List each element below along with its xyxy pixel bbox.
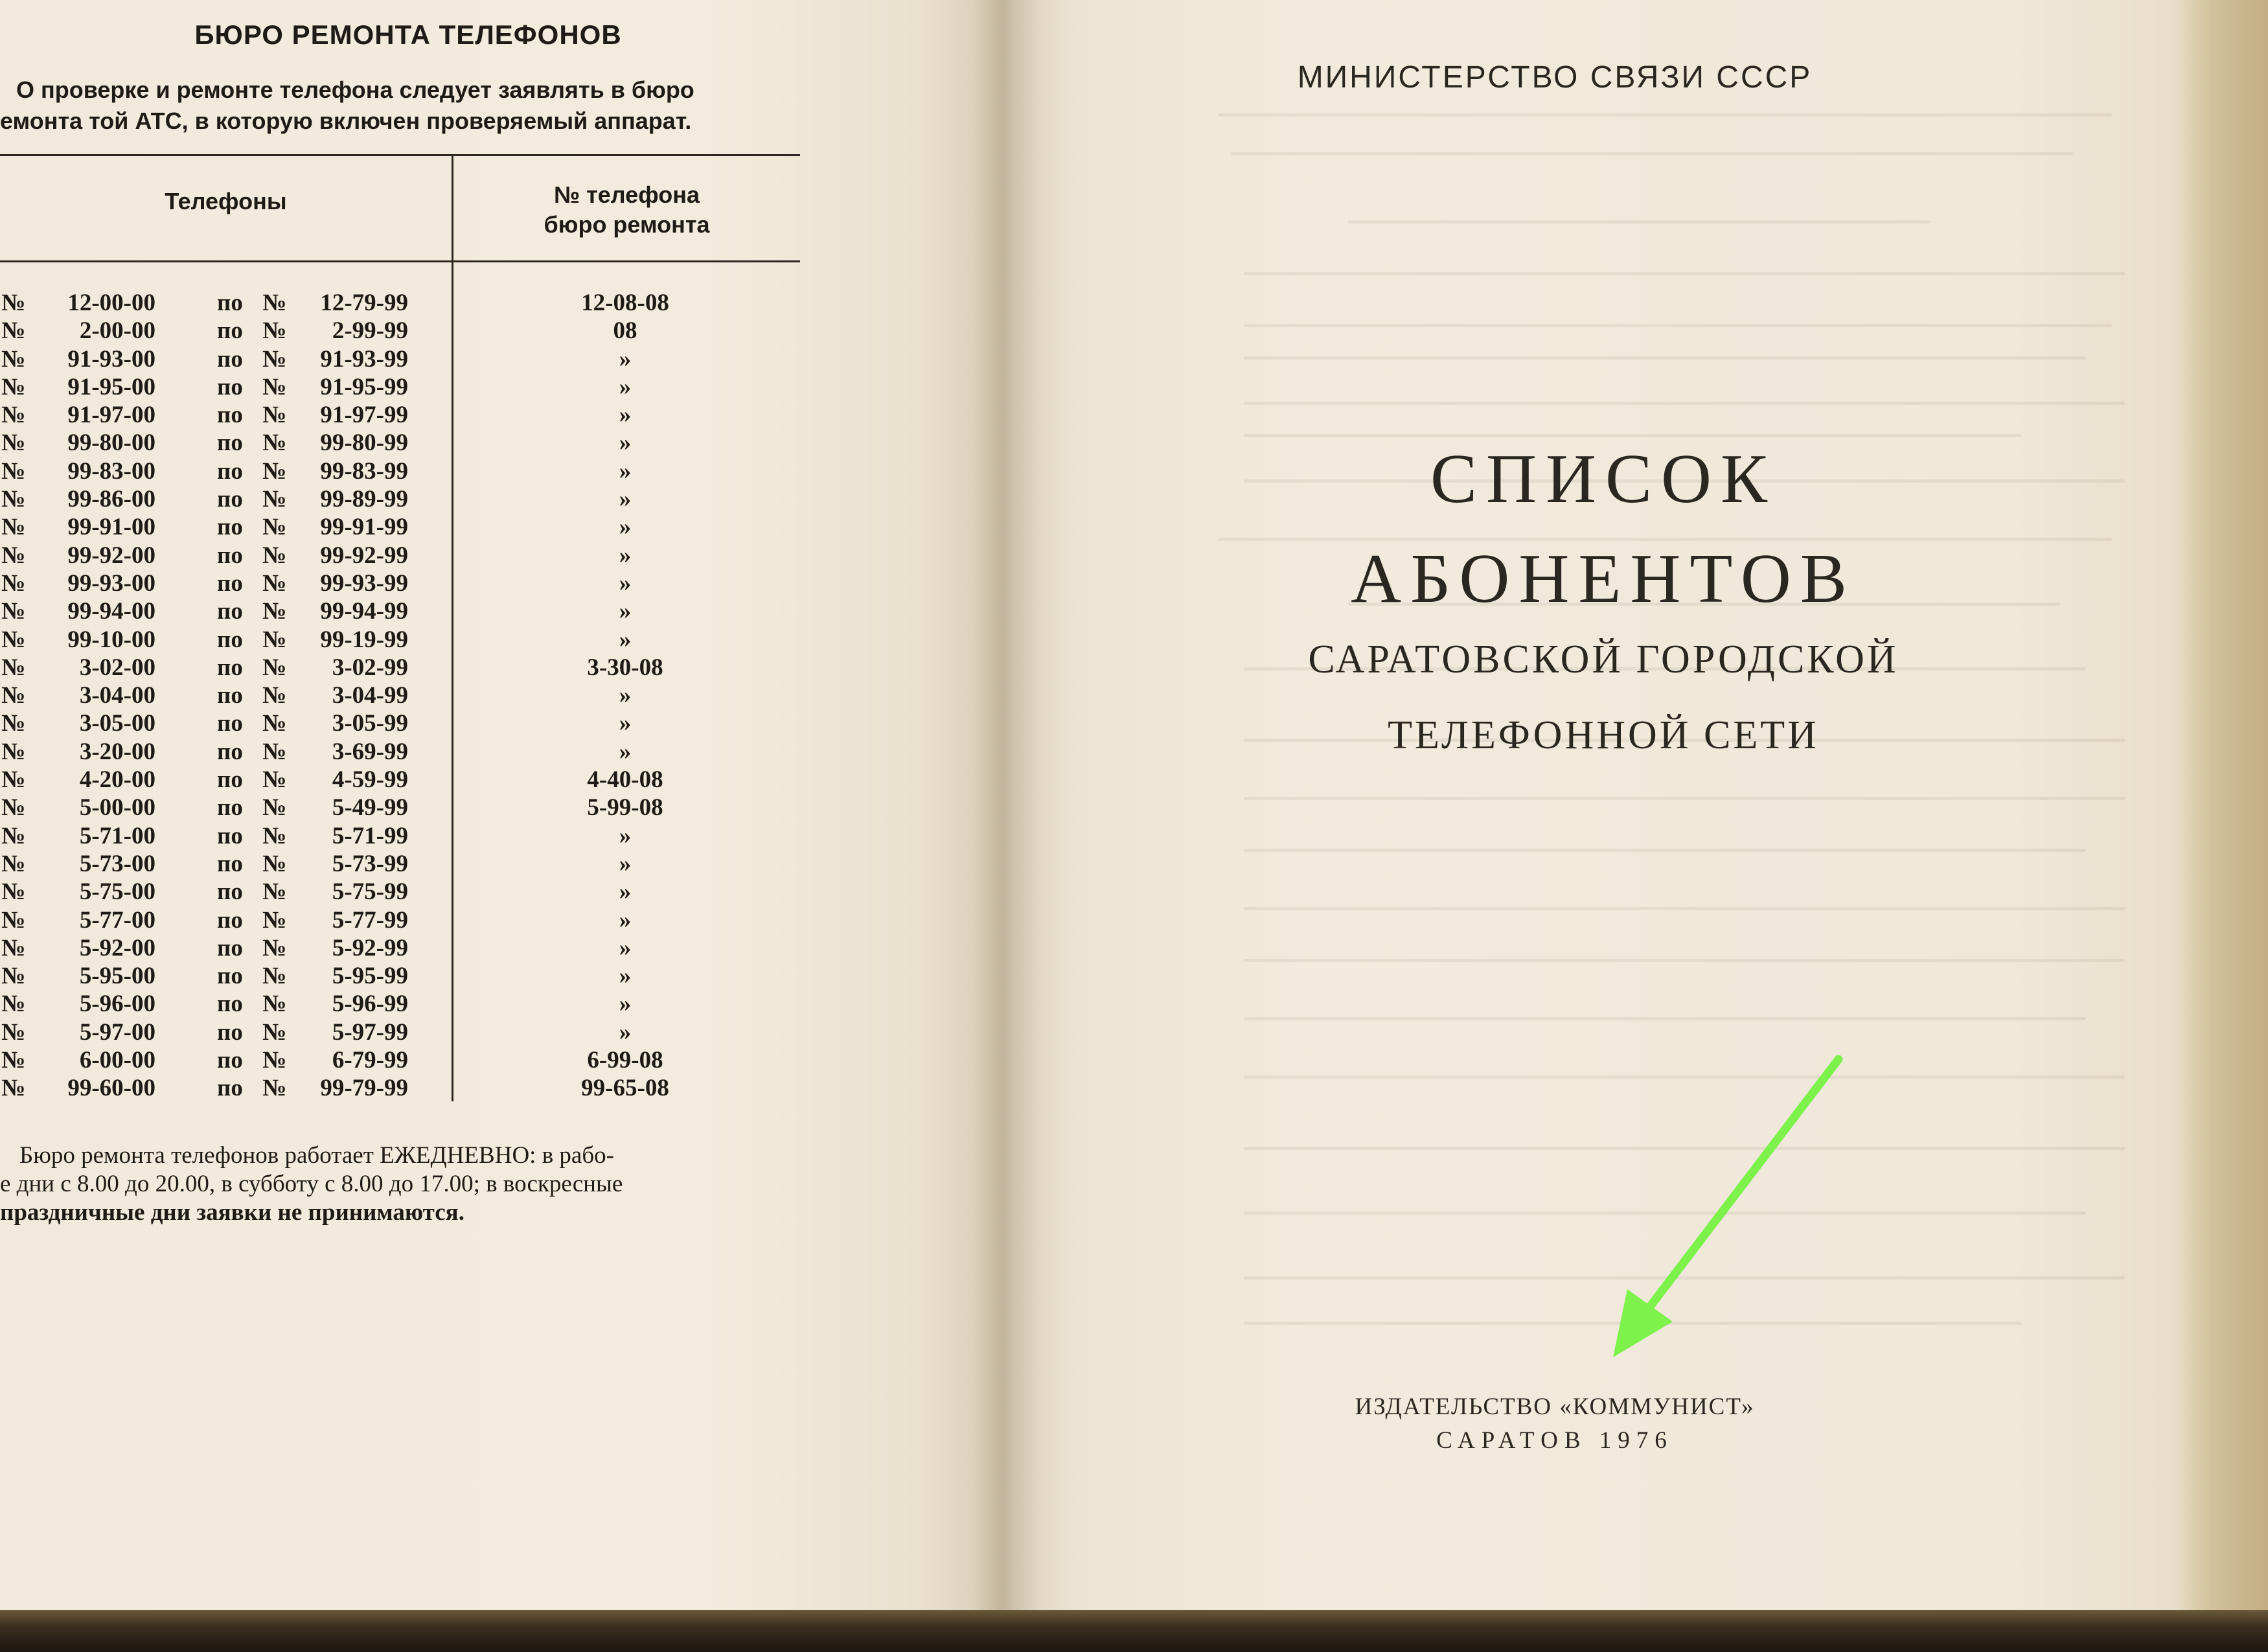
number-sign: № bbox=[262, 963, 287, 990]
table-row bbox=[0, 317, 713, 345]
range-to-word: по bbox=[217, 682, 243, 709]
range-to-word: по bbox=[217, 373, 243, 400]
range-start: 3-04-00 bbox=[79, 682, 155, 709]
repair-phone: 6-99-08 bbox=[587, 1047, 663, 1074]
book-bottom-edge bbox=[0, 1610, 2268, 1652]
number-sign: № bbox=[262, 934, 287, 961]
number-sign: № bbox=[262, 290, 287, 316]
bureau-hours-note bbox=[0, 1141, 807, 1227]
range-start: 99-10-00 bbox=[67, 626, 155, 653]
number-sign: № bbox=[1, 822, 26, 849]
table-row bbox=[0, 850, 713, 878]
range-start: 99-92-00 bbox=[67, 542, 155, 569]
range-to-word: по bbox=[217, 1047, 243, 1074]
range-start: 5-00-00 bbox=[79, 794, 155, 821]
range-end: 5-95-99 bbox=[332, 963, 408, 990]
range-to-word: по bbox=[217, 598, 243, 625]
number-sign: № bbox=[1, 430, 26, 457]
number-sign: № bbox=[262, 906, 287, 934]
table-row bbox=[0, 906, 713, 934]
range-start: 99-83-00 bbox=[67, 457, 155, 485]
repair-phone: » bbox=[619, 682, 632, 709]
range-end: 3-69-99 bbox=[332, 738, 408, 765]
number-sign: № bbox=[1, 963, 26, 990]
range-to-word: по bbox=[217, 710, 243, 737]
number-sign: № bbox=[1, 710, 26, 737]
table-row bbox=[0, 654, 713, 682]
range-start: 5-96-00 bbox=[79, 991, 155, 1018]
number-sign: № bbox=[1, 542, 26, 569]
city-and-year: САРАТОВ 1976 bbox=[1436, 1427, 1673, 1454]
table-row bbox=[0, 682, 713, 709]
range-to-word: по bbox=[217, 486, 243, 513]
range-to-word: по bbox=[217, 430, 243, 457]
repair-phone: » bbox=[619, 598, 632, 625]
repair-bureau-title: БЮРО РЕМОНТА ТЕЛЕФОНОВ bbox=[194, 19, 622, 50]
number-sign: № bbox=[262, 457, 287, 485]
range-to-word: по bbox=[217, 569, 243, 597]
range-start: 99-80-00 bbox=[67, 430, 155, 457]
repair-phone: » bbox=[619, 542, 632, 569]
number-sign: № bbox=[1, 934, 26, 961]
range-end: 5-96-99 bbox=[332, 991, 408, 1018]
repair-header-line-1: № телефона bbox=[554, 181, 700, 208]
range-to-word: по bbox=[217, 850, 243, 877]
number-sign: № bbox=[1, 682, 26, 709]
hours-line-1: Бюро ремонта телефонов работает ЕЖЕДНЕВНО: в рабо- bbox=[19, 1142, 614, 1169]
range-start: 5-97-00 bbox=[79, 1018, 155, 1046]
table-row bbox=[0, 513, 713, 541]
repair-phone: » bbox=[619, 710, 632, 737]
range-end: 3-04-99 bbox=[332, 682, 408, 709]
ministry-header: МИНИСТЕРСТВО СВЯЗИ СССР bbox=[1297, 60, 1813, 95]
repair-phone: » bbox=[619, 402, 632, 429]
repair-header-line-2: бюро ремонта bbox=[544, 211, 710, 238]
range-to-word: по bbox=[217, 457, 243, 485]
number-sign: № bbox=[262, 1018, 287, 1046]
number-sign: № bbox=[1, 457, 26, 485]
repair-phone: 08 bbox=[613, 317, 637, 345]
range-end: 3-02-99 bbox=[332, 654, 408, 681]
range-start: 99-93-00 bbox=[67, 569, 155, 597]
range-start: 12-00-00 bbox=[67, 290, 155, 316]
range-end: 91-93-99 bbox=[320, 345, 408, 373]
range-start: 3-02-00 bbox=[79, 654, 155, 681]
repair-phone: 5-99-08 bbox=[587, 794, 663, 821]
range-to-word: по bbox=[217, 822, 243, 849]
range-start: 91-93-00 bbox=[67, 345, 155, 373]
table-row bbox=[0, 429, 713, 457]
number-sign: № bbox=[262, 486, 287, 513]
page-edge bbox=[2173, 0, 2268, 1613]
number-sign: № bbox=[262, 878, 287, 906]
range-end: 99-19-99 bbox=[320, 626, 408, 653]
hours-line-3: праздничные дни заявки не принимаются. bbox=[0, 1199, 464, 1226]
table-row bbox=[0, 878, 713, 906]
hours-line-2: е дни с 8.00 до 20.00, в субботу с 8.00 до 17.00; в воскресные bbox=[0, 1171, 623, 1197]
number-sign: № bbox=[1, 402, 26, 429]
range-to-word: по bbox=[217, 1075, 243, 1102]
range-end: 91-97-99 bbox=[320, 402, 408, 429]
number-sign: № bbox=[262, 654, 287, 681]
number-sign: № bbox=[1, 598, 26, 625]
repair-phone: 3-30-08 bbox=[587, 654, 663, 681]
number-sign: № bbox=[1, 514, 26, 541]
table-row bbox=[0, 401, 713, 429]
number-sign: № bbox=[262, 682, 287, 709]
number-sign: № bbox=[262, 1047, 287, 1074]
range-end: 2-99-99 bbox=[332, 317, 408, 345]
number-sign: № bbox=[1, 373, 26, 400]
range-to-word: по bbox=[217, 963, 243, 990]
number-sign: № bbox=[262, 794, 287, 821]
title-line-1: СПИСОК bbox=[1430, 441, 1777, 518]
repair-phone: » bbox=[619, 457, 632, 485]
number-sign: № bbox=[262, 1075, 287, 1102]
repair-phone: » bbox=[619, 822, 632, 849]
table-row bbox=[0, 569, 713, 597]
table-row bbox=[0, 597, 713, 625]
repair-phone: » bbox=[619, 991, 632, 1018]
range-to-word: по bbox=[217, 766, 243, 794]
table-row bbox=[0, 1046, 713, 1074]
number-sign: № bbox=[262, 317, 287, 345]
range-end: 99-80-99 bbox=[320, 430, 408, 457]
range-start: 5-71-00 bbox=[79, 822, 155, 849]
range-start: 5-77-00 bbox=[79, 906, 155, 934]
range-start: 91-97-00 bbox=[67, 402, 155, 429]
number-sign: № bbox=[1, 1018, 26, 1046]
range-start: 4-20-00 bbox=[79, 766, 155, 794]
number-sign: № bbox=[262, 850, 287, 877]
range-end: 99-89-99 bbox=[320, 486, 408, 513]
range-to-word: по bbox=[217, 345, 243, 373]
number-sign: № bbox=[1, 569, 26, 597]
number-sign: № bbox=[1, 317, 26, 345]
range-end: 5-49-99 bbox=[332, 794, 408, 821]
range-to-word: по bbox=[217, 991, 243, 1018]
range-end: 3-05-99 bbox=[332, 710, 408, 737]
range-start: 6-00-00 bbox=[79, 1047, 155, 1074]
range-to-word: по bbox=[217, 290, 243, 316]
phones-column-header: Телефоны bbox=[165, 188, 287, 214]
table-row bbox=[0, 1074, 713, 1102]
number-sign: № bbox=[262, 991, 287, 1018]
range-end: 5-77-99 bbox=[332, 906, 408, 934]
range-end: 99-79-99 bbox=[320, 1075, 408, 1102]
publisher-name: ИЗДАТЕЛЬСТВО «КОММУНИСТ» bbox=[1355, 1394, 1755, 1420]
intro-line-1: О проверке и ремонте телефона следует заявлять в бюро bbox=[16, 76, 694, 103]
repair-phone: 99-65-08 bbox=[581, 1075, 669, 1102]
repair-phone: » bbox=[619, 1018, 632, 1046]
number-sign: № bbox=[1, 486, 26, 513]
range-to-word: по bbox=[217, 906, 243, 934]
number-sign: № bbox=[262, 345, 287, 373]
number-sign: № bbox=[1, 906, 26, 934]
number-sign: № bbox=[1, 766, 26, 794]
repair-phone: » bbox=[619, 486, 632, 513]
range-end: 5-75-99 bbox=[332, 878, 408, 906]
number-sign: № bbox=[262, 598, 287, 625]
table-row bbox=[0, 738, 713, 766]
repair-phone: » bbox=[619, 514, 632, 541]
number-sign: № bbox=[1, 1075, 26, 1102]
repair-phone: 4-40-08 bbox=[587, 766, 663, 794]
range-start: 3-05-00 bbox=[79, 710, 155, 737]
table-row bbox=[0, 990, 713, 1018]
number-sign: № bbox=[1, 1047, 26, 1074]
table-row bbox=[0, 962, 713, 990]
range-end: 99-83-99 bbox=[320, 457, 408, 485]
table-row bbox=[0, 345, 713, 373]
table-row bbox=[0, 766, 713, 794]
number-sign: № bbox=[1, 850, 26, 877]
number-sign: № bbox=[1, 626, 26, 653]
range-end: 12-79-99 bbox=[320, 290, 408, 316]
number-sign: № bbox=[1, 794, 26, 821]
range-to-word: по bbox=[217, 934, 243, 961]
subtitle-line-2: ТЕЛЕФОННОЙ СЕТИ bbox=[1388, 713, 1819, 757]
range-to-word: по bbox=[217, 542, 243, 569]
range-to-word: по bbox=[217, 626, 243, 653]
range-end: 99-91-99 bbox=[320, 514, 408, 541]
number-sign: № bbox=[262, 373, 287, 400]
range-to-word: по bbox=[217, 738, 243, 765]
table-row bbox=[0, 485, 713, 513]
table-row bbox=[0, 794, 713, 821]
table-row bbox=[0, 934, 713, 962]
number-sign: № bbox=[1, 654, 26, 681]
number-sign: № bbox=[1, 991, 26, 1018]
table-row bbox=[0, 1018, 713, 1046]
range-end: 5-71-99 bbox=[332, 822, 408, 849]
repair-phone: » bbox=[619, 738, 632, 765]
repair-phone: 12-08-08 bbox=[581, 290, 669, 316]
range-end: 99-94-99 bbox=[320, 598, 408, 625]
range-to-word: по bbox=[217, 317, 243, 345]
range-to-word: по bbox=[217, 878, 243, 906]
range-end: 91-95-99 bbox=[320, 373, 408, 400]
table-row bbox=[0, 289, 713, 317]
range-to-word: по bbox=[217, 514, 243, 541]
range-start: 5-75-00 bbox=[79, 878, 155, 906]
number-sign: № bbox=[262, 542, 287, 569]
range-end: 4-59-99 bbox=[332, 766, 408, 794]
range-end: 99-92-99 bbox=[320, 542, 408, 569]
repair-phone: » bbox=[619, 878, 632, 906]
number-sign: № bbox=[262, 514, 287, 541]
number-sign: № bbox=[1, 878, 26, 906]
number-sign: № bbox=[1, 738, 26, 765]
repair-phone: » bbox=[619, 626, 632, 653]
range-start: 5-73-00 bbox=[79, 850, 155, 877]
range-start: 99-94-00 bbox=[67, 598, 155, 625]
range-start: 99-86-00 bbox=[67, 486, 155, 513]
repair-phone-column-header bbox=[453, 180, 800, 240]
range-end: 6-79-99 bbox=[332, 1047, 408, 1074]
table-row bbox=[0, 542, 713, 569]
range-end: 99-93-99 bbox=[320, 569, 408, 597]
number-sign: № bbox=[262, 402, 287, 429]
table-row bbox=[0, 709, 713, 737]
repair-phone: » bbox=[619, 345, 632, 373]
number-sign: № bbox=[262, 738, 287, 765]
subtitle-line-1: САРАТОВСКОЙ ГОРОДСКОЙ bbox=[1308, 637, 1899, 682]
range-start: 91-95-00 bbox=[67, 373, 155, 400]
table-header-rule bbox=[0, 260, 800, 262]
number-sign: № bbox=[262, 822, 287, 849]
table-top-rule bbox=[0, 154, 800, 156]
intro-line-2: емонта той АТС, в которую включен проверяемый аппарат. bbox=[0, 108, 692, 134]
range-end: 5-73-99 bbox=[332, 850, 408, 877]
spine-shadow bbox=[972, 0, 1043, 1613]
range-start: 99-60-00 bbox=[67, 1075, 155, 1102]
number-sign: № bbox=[262, 710, 287, 737]
range-start: 2-00-00 bbox=[79, 317, 155, 345]
range-to-word: по bbox=[217, 794, 243, 821]
table-row bbox=[0, 457, 713, 485]
range-to-word: по bbox=[217, 402, 243, 429]
table-row bbox=[0, 373, 713, 401]
repair-phone: » bbox=[619, 430, 632, 457]
title-line-2: АБОНЕНТОВ bbox=[1351, 540, 1856, 617]
range-start: 99-91-00 bbox=[67, 514, 155, 541]
repair-phone: » bbox=[619, 373, 632, 400]
number-sign: № bbox=[262, 430, 287, 457]
number-sign: № bbox=[262, 569, 287, 597]
range-start: 3-20-00 bbox=[79, 738, 155, 765]
range-to-word: по bbox=[217, 654, 243, 681]
range-start: 5-95-00 bbox=[79, 963, 155, 990]
number-sign: № bbox=[1, 290, 26, 316]
repair-phone: » bbox=[619, 850, 632, 877]
repair-phone: » bbox=[619, 569, 632, 597]
range-to-word: по bbox=[217, 1018, 243, 1046]
number-sign: № bbox=[262, 766, 287, 794]
range-start: 5-92-00 bbox=[79, 934, 155, 961]
repair-phone: » bbox=[619, 963, 632, 990]
table-row bbox=[0, 822, 713, 850]
range-end: 5-97-99 bbox=[332, 1018, 408, 1046]
number-sign: № bbox=[1, 345, 26, 373]
range-end: 5-92-99 bbox=[332, 934, 408, 961]
phone-ranges-table bbox=[0, 289, 713, 1103]
repair-phone: » bbox=[619, 906, 632, 934]
table-row bbox=[0, 626, 713, 654]
repair-phone: » bbox=[619, 934, 632, 961]
number-sign: № bbox=[262, 626, 287, 653]
